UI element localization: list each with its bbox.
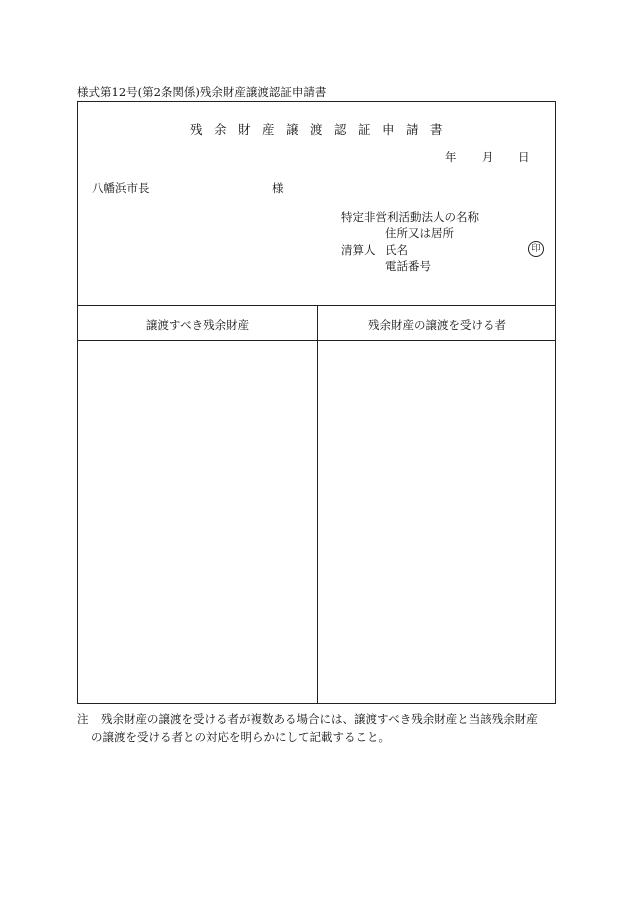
document-title: 残余財産譲渡認証申請書 (189, 122, 454, 137)
date-year-label: 年 (445, 150, 457, 164)
phone-label: 電話番号 (385, 259, 431, 273)
column-header-property: 譲渡すべき残余財産 (145, 318, 250, 332)
name-label: 氏名 (385, 243, 408, 257)
footnote-text-2: の譲渡を受ける者との対応を明らかにして記載すること。 (91, 730, 390, 744)
recipient-entry-area[interactable] (318, 341, 556, 703)
property-entry-area[interactable] (78, 341, 317, 703)
date-month-label: 月 (482, 150, 494, 164)
application-form-frame (77, 101, 556, 704)
addressee-honorific: 様 (272, 181, 284, 195)
liquidator-label: 清算人 (341, 243, 376, 257)
seal-mark: 印 (528, 241, 544, 257)
column-header-recipient: 残余財産の譲渡を受ける者 (368, 318, 506, 332)
footnote-text-1: 残余財産の譲渡を受ける者が複数ある場合には、譲渡すべき残余財産と当該残余財産 (101, 712, 538, 726)
footnote (77, 710, 562, 746)
date-day-label: 日 (518, 150, 530, 164)
footnote-mark: 注 (77, 712, 89, 726)
address-label: 住所又は居所 (385, 226, 454, 240)
addressee: 八幡浜市長 (92, 181, 150, 195)
footnote-line-1 (77, 710, 562, 728)
form-number-label: 様式第12号(第2条関係)残余財産譲渡認証申請書 (77, 85, 327, 99)
org-name-label: 特定非営利活動法人の名称 (341, 210, 479, 224)
